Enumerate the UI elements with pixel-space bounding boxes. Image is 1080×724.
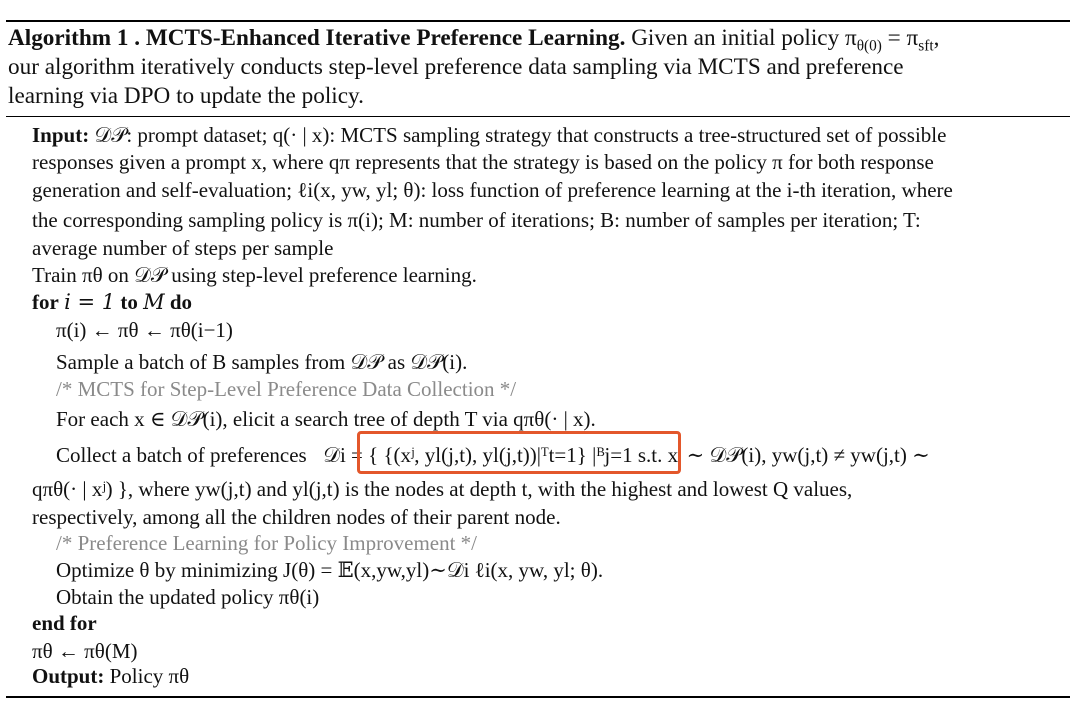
caption-line-3: learning via DPO to update the policy. [8,83,364,109]
algorithm-caption [8,24,1070,111]
bottom-rule [6,696,1070,698]
foreach-line: For each x ∈ 𝒟𝒫(i), elicit a search tree of depth T via qπθ(· | x). [56,407,596,431]
collect-line-2: qπθ(· | xʲ) }, where yw(j,t) and yl(j,t) is the nodes at depth t, with the highest and lowest Q values, [32,477,853,501]
preference-set-formula: 𝒟i = { {(xʲ, yl(j,t), yl(j,t))|ᵀt=1} [323,443,587,467]
input-line-1: Input: 𝒟𝒫: prompt dataset; q(· | x): MCTS sampling strategy that constructs a tree-structured set of possible [32,123,947,147]
comment-mcts: /* MCTS for Step-Level Preference Data Collection */ [56,377,517,401]
caption-text-1: Given an initial policy $\pi_{\theta(0)} = \pi_{sft}$, [631,25,940,55]
top-rule [6,20,1070,22]
train-line: Train πθ on 𝒟𝒫 using step-level preference learning. [32,263,477,287]
caption-line-2: our algorithm iteratively conducts step-level preference data sampling via MCTS and preference [8,54,904,80]
policy-assign-line: π(i) ← πθ ← πθ(i−1) [56,318,233,342]
input-line-3: generation and self-evaluation; ℓi(x, yw, yl; θ): loss function of preference learning at the i-th iteration, where [32,178,953,202]
optimize-line: Optimize θ by minimizing J(θ) = 𝔼(x,yw,yl)∼𝒟i ℓi(x, yw, yl; θ). [56,558,604,582]
caption-divider [6,116,1070,117]
collect-line-3: respectively, among all the children nodes of their parent node. [32,505,561,529]
caption-line-1 [8,24,1070,53]
obtain-line: Obtain the updated policy πθ(i) [56,585,320,609]
algorithm-title: Algorithm 1 . MCTS-Enhanced Iterative Preference Learning. [8,25,626,51]
sample-line: Sample a batch of B samples from 𝒟𝒫 as 𝒟𝒫(i). [56,350,468,374]
input-line-2: responses given a prompt x, where qπ represents that the strategy is based on the policy π for both response [32,150,934,174]
for-loop-header: for i = 1 to M do [32,290,193,314]
highlight-box [357,431,681,474]
comment-preference: /* Preference Learning for Policy Improvement */ [56,531,478,555]
input-line-4: the corresponding sampling policy is π(i); M: number of iterations; B: number of samples per iteration; T: [32,208,921,232]
end-for: end for [32,611,97,635]
collect-line: Collect a batch of preferences 𝒟i = { {(xʲ, yl(j,t), yl(j,t))|ᵀt=1} |ᴮj=1 s.t. xʲ ∼ 𝒟𝒫(i), yw(j,t) ≠ yw(j,t) ∼ [56,443,930,467]
final-assign-line: πθ ← πθ(M) [32,639,138,663]
output-line: Output: Policy πθ [32,664,190,688]
input-line-5: average number of steps per sample [32,236,334,260]
